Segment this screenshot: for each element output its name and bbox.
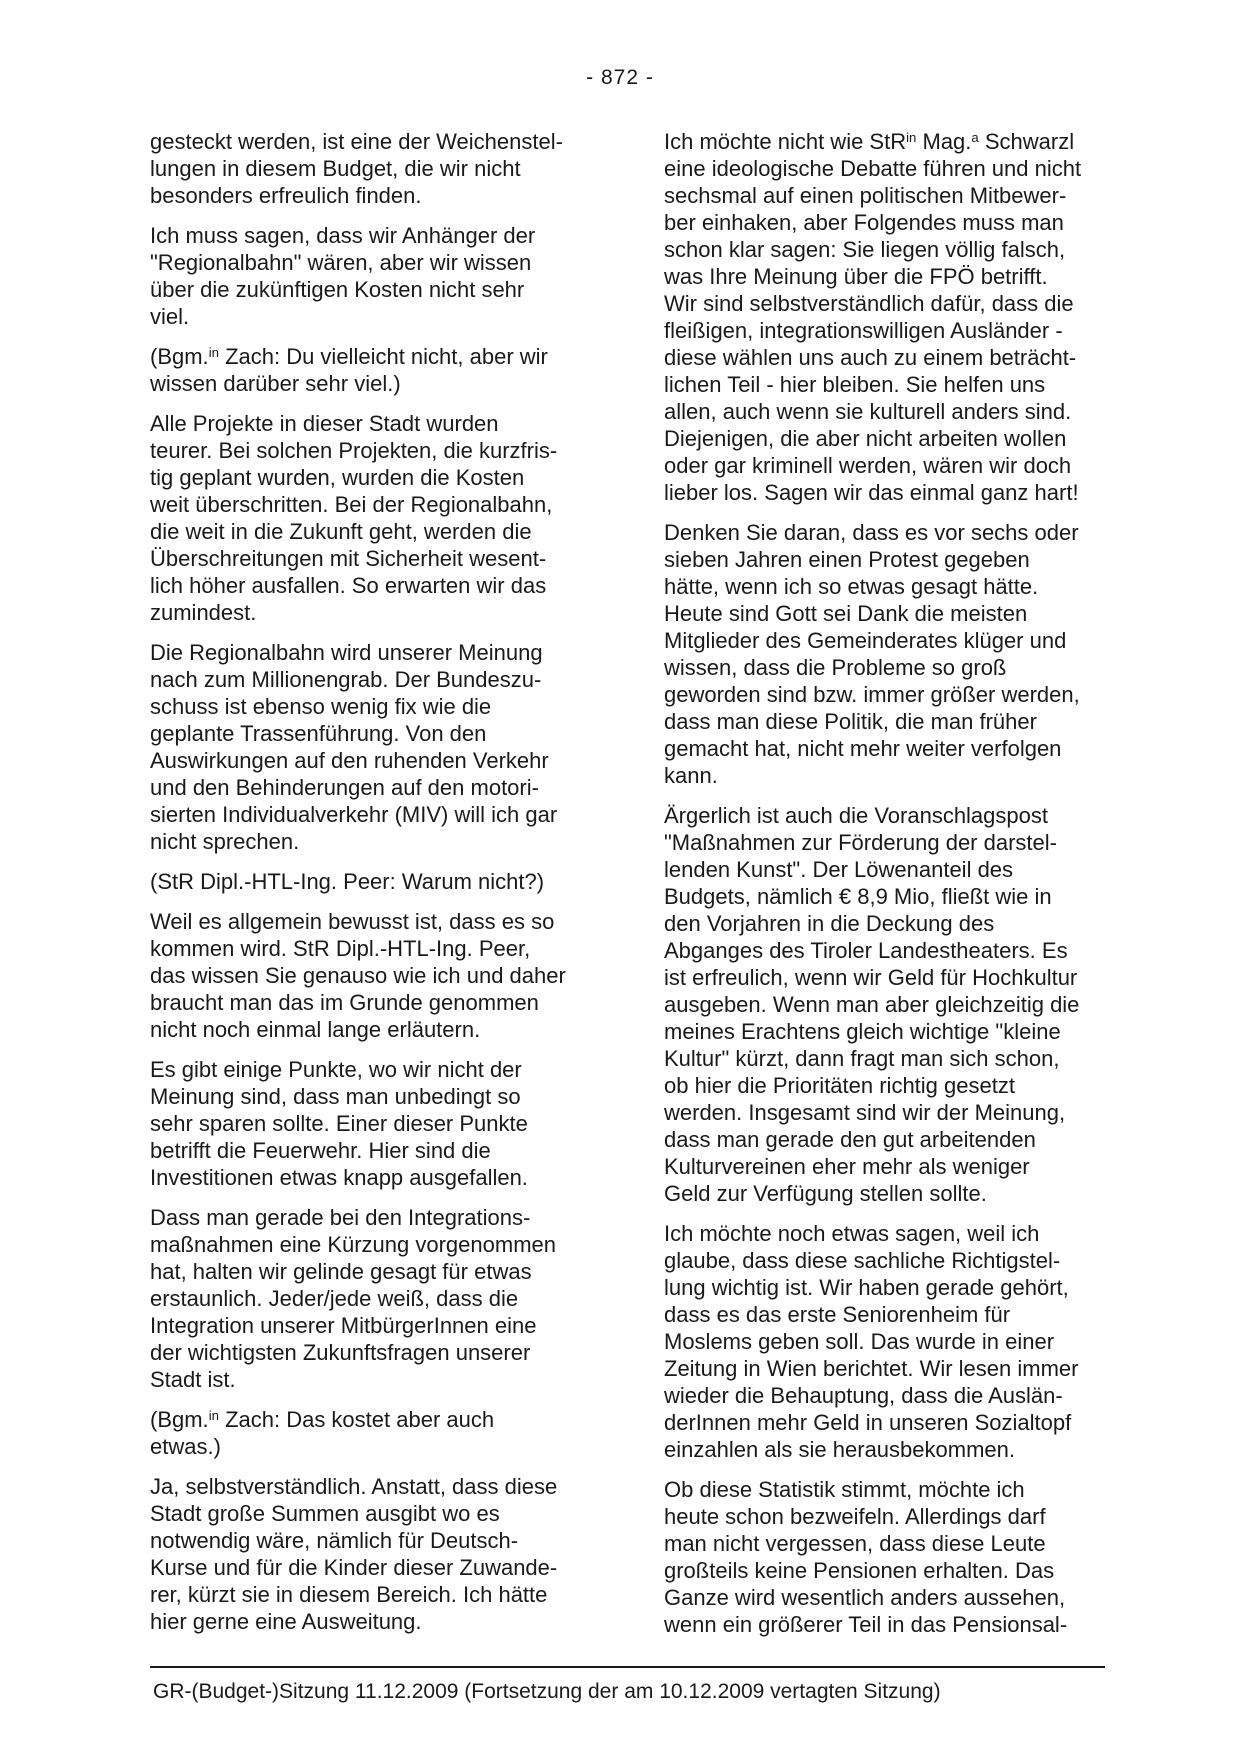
text-line: den Vorjahren in die Deckung des: [664, 911, 995, 936]
text-line: wissen, dass die Probleme so groß: [664, 655, 1007, 680]
text-line: Ärgerlich ist auch die Voranschlagspost: [664, 803, 1048, 828]
text-line: erstaunlich. Jeder/jede weiß, dass die: [150, 1286, 519, 1311]
text-line: lieber los. Sagen wir das einmal ganz hart!: [664, 480, 1079, 505]
text-line: glaube, dass diese sachliche Richtigstel-: [664, 1248, 1061, 1273]
text-line: Abganges des Tiroler Landestheaters. Es: [664, 938, 1068, 963]
text-line: Budgets, nämlich € 8,9 Mio, fließt wie in: [664, 884, 1052, 909]
text-line: Stadt ist.: [150, 1367, 236, 1392]
text-line: braucht man das im Grunde genommen: [150, 990, 539, 1015]
paragraph: [664, 519, 1134, 789]
text-line: fleißigen, integrationswilligen Ausländer -: [664, 318, 1063, 343]
text-line: wissen darüber sehr viel.): [150, 371, 401, 396]
paragraph: [150, 1204, 610, 1393]
text-line: gemacht hat, nicht mehr weiter verfolgen: [664, 736, 1062, 761]
text-line: dass es das erste Seniorenheim für: [664, 1302, 1011, 1327]
text-line: Dass man gerade bei den Integrations-: [150, 1205, 531, 1230]
text-line: zumindest.: [150, 600, 257, 625]
text-line: Es gibt einige Punkte, wo wir nicht der: [150, 1057, 522, 1082]
text-line: allen, auch wenn sie kulturell anders sind.: [664, 399, 1072, 424]
text-line: Investitionen etwas knapp ausgefallen.: [150, 1165, 528, 1190]
text-line: Mitglieder des Gemeinderates klüger und: [664, 628, 1067, 653]
text-line: kommen wird. StR Dipl.-HTL-Ing. Peer,: [150, 936, 531, 961]
paragraph: [150, 343, 610, 397]
text-line: Weil es allgemein bewusst ist, dass es so: [150, 909, 555, 934]
paragraph: [150, 1406, 610, 1460]
text-line: "Maßnahmen zur Förderung der darstel-: [664, 830, 1057, 855]
text-line: Heute sind Gott sei Dank die meisten: [664, 601, 1028, 626]
text-line: Ob diese Statistik stimmt, möchte ich: [664, 1477, 1025, 1502]
text-line: über die zukünftigen Kosten nicht sehr: [150, 277, 525, 302]
text-line: und den Behinderungen auf den motori-: [150, 775, 539, 800]
paragraph: [150, 1056, 610, 1191]
text-line: Ja, selbstverständlich. Anstatt, dass diese: [150, 1474, 558, 1499]
text-line: ist erfreulich, wenn wir Geld für Hochkultur: [664, 965, 1078, 990]
text-line: werden. Insgesamt sind wir der Meinung,: [664, 1100, 1066, 1125]
text-line: schuss ist ebenso wenig fix wie die: [150, 694, 492, 719]
text-line: einzahlen als sie herausbekommen.: [664, 1437, 1015, 1462]
text-line: besonders erfreulich finden.: [150, 183, 422, 208]
paragraph: [150, 908, 610, 1043]
text-line: sierten Individualverkehr (MIV) will ich gar: [150, 802, 558, 827]
text-line: geworden sind bzw. immer größer werden,: [664, 682, 1080, 707]
text-line: man nicht vergessen, dass diese Leute: [664, 1531, 1046, 1556]
text-line: dass man diese Politik, die man früher: [664, 709, 1037, 734]
paragraph: [664, 1476, 1134, 1638]
text-line: dass man gerade den gut arbeitenden: [664, 1127, 1036, 1152]
text-line: geplante Trassenführung. Von den: [150, 721, 487, 746]
text-line: die weit in die Zukunft geht, werden die: [150, 519, 532, 544]
text-line: sehr sparen sollte. Einer dieser Punkte: [150, 1111, 528, 1136]
text-line: ausgeben. Wenn man aber gleichzeitig die: [664, 992, 1080, 1017]
footer-text: GR-(Budget-)Sitzung 11.12.2009 (Fortsetzung der am 10.12.2009 vertagten Sitzung): [153, 1680, 941, 1703]
paragraph: [664, 802, 1134, 1207]
text-line: großteils keine Pensionen erhalten. Das: [664, 1558, 1055, 1583]
text-line: hätte, wenn ich so etwas gesagt hätte.: [664, 574, 1039, 599]
paragraph: [150, 639, 610, 855]
text-line: Geld zur Verfügung stellen sollte.: [664, 1181, 987, 1206]
text-line: lung wichtig ist. Wir haben gerade gehört,: [664, 1275, 1069, 1300]
text-line: maßnahmen eine Kürzung vorgenommen: [150, 1232, 557, 1257]
text-line: Wir sind selbstverständlich dafür, dass die: [664, 291, 1074, 316]
column-left: [150, 128, 610, 1648]
text-line: Kurse und für die Kinder dieser Zuwande-: [150, 1555, 558, 1580]
text-line: wieder die Behauptung, dass die Auslän-: [664, 1383, 1063, 1408]
text-line: ob hier die Prioritäten richtig gesetzt: [664, 1073, 1015, 1098]
text-line: was Ihre Meinung über die FPÖ betrifft.: [664, 264, 1048, 289]
text-line: Denken Sie daran, dass es vor sechs oder: [664, 520, 1079, 545]
text-line: schon klar sagen: Sie liegen völlig falsch,: [664, 237, 1066, 262]
text-line: Ganze wird wesentlich anders aussehen,: [664, 1585, 1066, 1610]
text-line: das wissen Sie genauso wie ich und daher: [150, 963, 566, 988]
text-line: notwendig wäre, nämlich für Deutsch-: [150, 1528, 519, 1553]
text-line: (Bgm.$^{in}$ Zach: Das kostet aber auch: [150, 1407, 495, 1432]
text-line: diese wählen uns auch zu einem beträcht-: [664, 345, 1077, 370]
paragraph: [664, 128, 1134, 506]
text-line: Ich muss sagen, dass wir Anhänger der: [150, 223, 536, 248]
text-line: hier gerne eine Ausweitung.: [150, 1609, 422, 1634]
text-line: lich höher ausfallen. So erwarten wir das: [150, 573, 547, 598]
text-line: rer, kürzt sie in diesem Bereich. Ich hätte: [150, 1582, 548, 1607]
column-right: [664, 128, 1134, 1651]
text-line: nicht noch einmal lange erläutern.: [150, 1017, 481, 1042]
text-line: lenden Kunst". Der Löwenanteil des: [664, 857, 1014, 882]
paragraph: [150, 222, 610, 330]
text-line: Diejenigen, die aber nicht arbeiten wollen: [664, 426, 1067, 451]
text-line: (Bgm.$^{in}$ Zach: Du vielleicht nicht, aber wir: [150, 344, 548, 369]
text-line: sieben Jahren einen Protest gegeben: [664, 547, 1030, 572]
paragraph: [150, 1473, 610, 1635]
text-line: Auswirkungen auf den ruhenden Verkehr: [150, 748, 549, 773]
text-line: kann.: [664, 763, 718, 788]
text-line: "Regionalbahn" wären, aber wir wissen: [150, 250, 532, 275]
text-line: weit überschritten. Bei der Regionalbahn,: [150, 492, 553, 517]
text-line: (StR Dipl.-HTL-Ing. Peer: Warum nicht?): [150, 869, 545, 894]
footer-rule: [150, 1666, 1105, 1668]
text-line: meines Erachtens gleich wichtige "kleine: [664, 1019, 1061, 1044]
text-line: Moslems geben soll. Das wurde in einer: [664, 1329, 1055, 1354]
paragraph: [150, 128, 610, 209]
text-line: Überschreitungen mit Sicherheit wesent-: [150, 546, 547, 571]
text-line: Integration unserer MitbürgerInnen eine: [150, 1313, 537, 1338]
text-line: betrifft die Feuerwehr. Hier sind die: [150, 1138, 491, 1163]
text-line: Kulturvereinen eher mehr als weniger: [664, 1154, 1030, 1179]
text-line: Alle Projekte in dieser Stadt wurden: [150, 411, 499, 436]
text-line: Die Regionalbahn wird unserer Meinung: [150, 640, 543, 665]
text-line: teurer. Bei solchen Projekten, die kurzfris-: [150, 438, 558, 463]
text-line: sechsmal auf einen politischen Mitbewer-: [664, 183, 1067, 208]
text-line: wenn ein größerer Teil in das Pensionsal-: [664, 1612, 1068, 1637]
text-line: der wichtigsten Zukunftsfragen unserer: [150, 1340, 531, 1365]
text-line: heute schon bezweifeln. Allerdings darf: [664, 1504, 1046, 1529]
text-line: etwas.): [150, 1434, 221, 1459]
text-line: lungen in diesem Budget, die wir nicht: [150, 156, 521, 181]
text-line: oder gar kriminell werden, wären wir doch: [664, 453, 1072, 478]
text-line: hat, halten wir gelinde gesagt für etwas: [150, 1259, 532, 1284]
text-line: eine ideologische Debatte führen und nicht: [664, 156, 1082, 181]
paragraph: [150, 868, 610, 895]
paragraph: [664, 1220, 1134, 1463]
text-line: nach zum Millionengrab. Der Bundeszu-: [150, 667, 542, 692]
text-line: Kultur" kürzt, dann fragt man sich schon,: [664, 1046, 1060, 1071]
text-line: lichen Teil - hier bleiben. Sie helfen uns: [664, 372, 1046, 397]
text-line: gesteckt werden, ist eine der Weichenstel-: [150, 129, 563, 154]
text-line: viel.: [150, 304, 190, 329]
text-line: ber einhaken, aber Folgendes muss man: [664, 210, 1064, 235]
text-line: tig geplant wurden, wurden die Kosten: [150, 465, 525, 490]
text-line: Ich möchte nicht wie StR$^{in}$ Mag.$^a$ Schwarzl: [664, 129, 1075, 154]
text-line: Meinung sind, dass man unbedingt so: [150, 1084, 521, 1109]
page-number: - 872 -: [586, 66, 654, 89]
paragraph: [150, 410, 610, 626]
text-line: Zeitung in Wien berichtet. Wir lesen immer: [664, 1356, 1079, 1381]
text-line: derInnen mehr Geld in unseren Sozialtopf: [664, 1410, 1072, 1435]
text-line: Ich möchte noch etwas sagen, weil ich: [664, 1221, 1040, 1246]
text-line: nicht sprechen.: [150, 829, 300, 854]
text-line: Stadt große Summen ausgibt wo es: [150, 1501, 500, 1526]
